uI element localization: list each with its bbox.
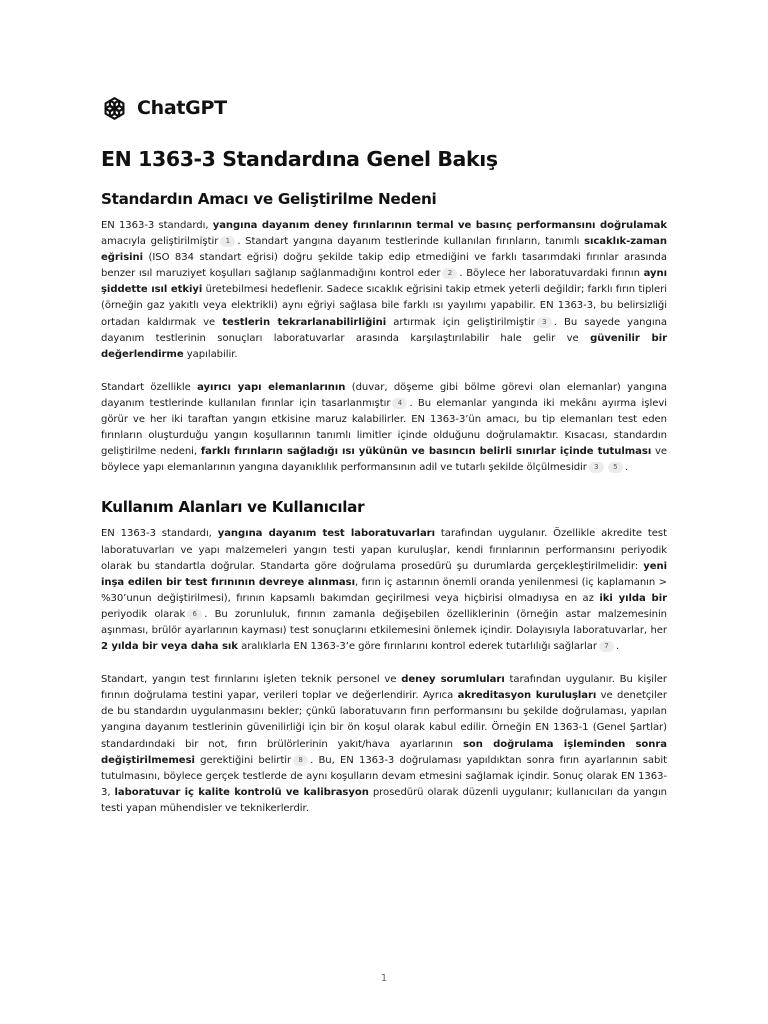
emphasis-text: deney sorumluları [401,674,505,686]
section-heading: Kullanım Alanları ve Kullanıcılar [101,498,365,517]
page-number: 1 [380,973,388,984]
citation-badge[interactable]: 3 [537,317,552,328]
brand-name: ChatGPT [137,97,227,119]
emphasis-text: ayırıcı yapı elemanlarının [197,381,346,393]
section-heading: Standardın Amacı ve Geliştirilme Nedeni [101,190,437,208]
paragraph: Standart özellikle ayırıcı yapı elemanlarının (duvar, döşeme gibi bölme görevi olan elemanlar) yangına dayanım testlerinde kullanılan fırınlar için tasarlanmıştır 4 . Bu elemanlar yangında iki mekânı ayırma işlevi görür ve her iki taraftan yangın etkisine maruz kalabilirler. EN 1363-3’ün amacı, bu tip elemanları test eden fırınların oluşturduğu yangın koşullarının tanımlı limitler içinde olduğunu doğrulamaktır. Kısacası, standardın geliştirilme nedeni, farklı fırınların sağladığı ısı yükünün ve basıncın belirli sınırlar içinde tutulması ve böylece yapı elemanlarının yangına dayanıklılık performansının adil ve tutarlı şekilde ölçülmesidir 3 5 . [101,381,668,474]
emphasis-text: yangına dayanım test laboratuvarları [217,528,435,540]
document-title: EN 1363-3 Standardına Genel Bakış [101,147,498,171]
paragraph: Standart, yangın test fırınlarını işleten teknik personel ve deney sorumluları tarafından uygulanır. Bu kişiler fırının doğrulama testini yapar, verileri toplar ve değerlendirir. Ayrıca akreditasyon kuruluşları ve denetçiler de bu standardın uygulanmasını bekler; çünkü laboratuvarın fırın performansını bu şekilde doğrulaması, yapılan yangına dayanım testlerinin güvenilirliği için bir ön koşul olarak kabul edilir. Örneğin EN 1363-1 (Genel Şartlar) standardındaki bir not, fırın brülörlerinin yakıt/hava ayarlarının son doğrulama işleminden sonra değiştirilmemesi gerektiğini belirtir 8 . Bu, EN 1363-3 doğrulaması yapıldıktan sonra fırın ayarlarının sabit tutulmasını, böylece gerçek testlerde de aynı koşulların devam etmesini sağlamak içindir. Sonuç olarak EN 1363-3, laboratuvar iç kalite kontrolü ve kalibrasyon prosedürü olarak düzenli uygulanır; kullanıcıları da yangın testi yapan mühendisler ve teknikerlerdir. [101,674,668,814]
paragraph: EN 1363-3 standardı, yangına dayanım deney fırınlarının termal ve basınç performansını doğrulamak amacıyla geliştirilmiştir 1 . Standart yangına dayanım testlerinde kullanılan fırınların, tanımlı sıcaklık-zaman eğrisini (ISO 834 standart eğrisi) doğru şekilde takip edip etmediğini ve farklı tasarımdaki fırınlar arasında benzer ısıl maruziyet koşulları sağlanıp sağlanmadığını kontrol eder 2 . Böylece her laboratuvardaki fırının aynı şiddette ısıl etkiyi üretebilmesi hedeflenir. Sadece sıcaklık eğrisini takip etmek yeterli değildir; farklı fırın tipleri (örneğin gaz yakıtlı veya elektrikli) aynı eğriyi sağlasa bile farklı ısı yayılımı yapabilir. EN 1363-3, bu belirsizliği ortadan kaldırmak ve testlerin tekrarlanabilirliğini artırmak için geliştirilmiştir 3 . Bu sayede yangına dayanım testlerinin sonuçları laboratuvarlar arasında karşılaştırılabilir hale gelir ve güvenilir bir değerlendirme yapılabilir. [101,220,667,360]
citation-badge[interactable]: 8 [293,755,308,766]
citation-badge[interactable]: 1 [220,236,235,247]
openai-logo-icon [101,95,128,122]
emphasis-text: 2 yılda bir veya daha sık [101,641,238,653]
citation-badge[interactable]: 2 [442,268,457,279]
brand-header [101,93,667,123]
citation-badge[interactable]: 7 [599,641,614,652]
emphasis-text: yangına dayanım deney fırınlarının termal ve basınç performansını doğrulamak [212,220,667,231]
citation-badge[interactable]: 4 [392,398,407,409]
emphasis-text: iki yılda bir [599,592,667,604]
citation-badge[interactable]: 5 [608,462,623,473]
emphasis-text: son doğrulama işleminden sonra değiştirilmemesi [101,738,667,766]
emphasis-text: laboratuvar iç kalite kontrolü ve kalibrasyon [114,786,369,798]
emphasis-text: güvenilir bir değerlendirme [101,332,667,360]
emphasis-text: yeni inşa edilen bir test fırınının devreye alınması [101,560,667,588]
emphasis-text: testlerin tekrarlanabilirliğini [222,316,387,328]
emphasis-text: akreditasyon kuruluşları [457,690,597,702]
emphasis-text: aynı şiddette ısıl etkiyi [101,268,667,296]
emphasis-text: sıcaklık-zaman eğrisini [101,236,667,264]
citation-badge[interactable]: 6 [187,609,202,620]
paragraph: EN 1363-3 standardı, yangına dayanım test laboratuvarları tarafından uygulanır. Özellikle akredite test laboratuvarları ve yapı malzemeleri yangın testi yapan kuruluşlar, kendi fırınlarının performansını periyodik olarak bu standartla doğrular. Standarta göre doğrulama prosedürü şu durumlarda gerçekleştirilmelidir: yeni inşa edilen bir test fırınının devreye alınması, fırın iç astarının önemli oranda yenilenmesi (iç kaplamanın > %30’unun değiştirilmesi), fırının kapsamlı bakımdan geçirilmesi veya hiçbirisi olmadıysa en az iki yılda bir periyodik olarak 6 . Bu zorunluluk, fırının zamanla değişebilen özelliklerinin (örneğin astar malzemesinin aşınması, brülör ayarlarının kayması) test sonuçlarını etkilemesini önlemek içindir. Dolayısıyla laboratuvarlar, her 2 yılda bir veya daha sık aralıklarla EN 1363-3’e göre fırınlarını kontrol ederek tutarlılığı sağlarlar 7 . [101,528,667,653]
emphasis-text: farklı fırınların sağladığı ısı yükünün ve basıncın belirli sınırlar içinde tutulması [200,446,652,458]
citation-badge[interactable]: 3 [589,462,604,473]
document-page [101,93,667,817]
